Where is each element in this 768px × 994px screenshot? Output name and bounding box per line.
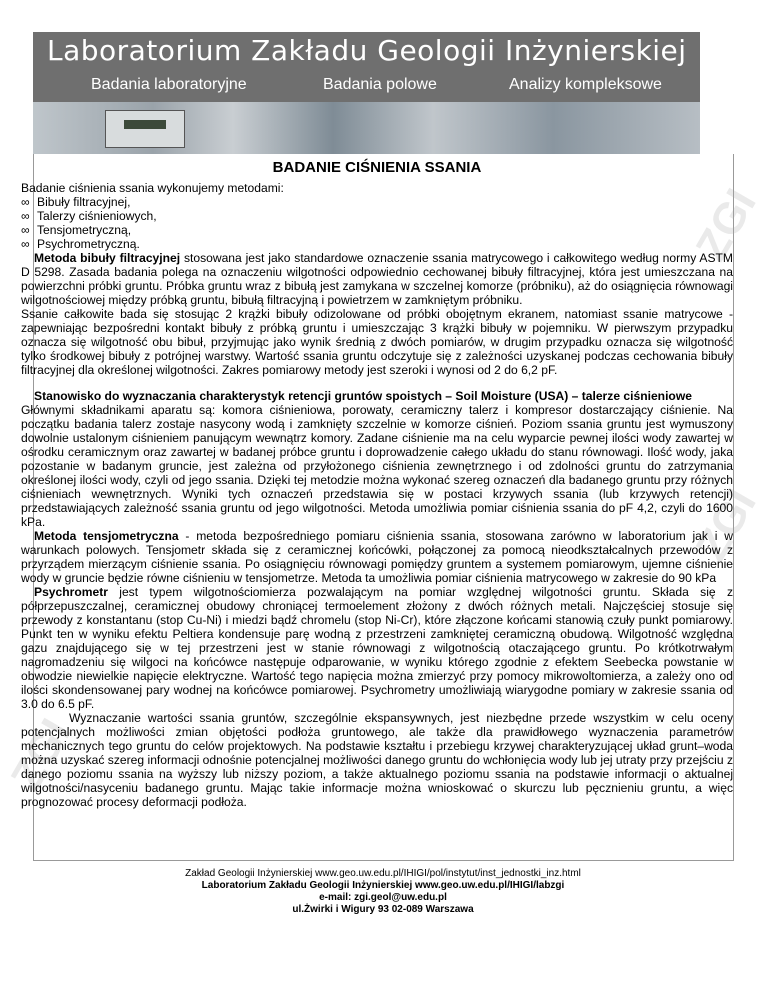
paragraph-summary: Wyznaczanie wartości ssania gruntów, szczególnie ekspansywnych, jest niezbędne przede wszystkim w celu oceny potencjalnych możliwości zmian objętości podłoża gruntowego, ale także dla prawidłowego wyznaczenia parametrów mechanicznych tego gruntu do celów projektowych. Na podstawie kształtu i przebiegu krzywej charakteryzującej układ grunt–woda można uzyskać szereg informacji odnośnie potencjalnej możliwości danego gruntu do wchłonięcia wody lub jej utraty przy przejściu z danego poziomu ssania na wyższy lub niższy poziom, a także aktualnego poziomu ssania na podstawie informacji o aktualnej wilgotności/nasyceniu badanego gruntu. Mając takie informacje można wnioskować o skurczu lub pęcznieniu gruntu, a więc prognozować procesy deformacji podłoża. xyxy=(21,711,733,809)
nav-item-lab-tests[interactable]: Badania laboratoryjne xyxy=(91,76,247,93)
paragraph-tensiometer: Metoda tensjometryczna - metoda bezpośredniego pomiaru ciśnienia ssania, stosowana zarówno w laboratorium jak i w warunkach polowych. Tensjometr składa się z ceramicznej końcówki, połączonej za pomocą nieodkształcalnych przewodów z przyrządem mierzącym ciśnienie ssania. Po osiągnięciu równowagi pomiędzy gruntem a systemem pomiarowym, ujemne ciśnienie wody w gruncie będzie równe ciśnieniu w tensjometrze. Metoda ta umożliwia pomiar ciśnienia matrycowego w zakresie do 90 kPa xyxy=(21,529,733,585)
infinity-bullet-icon: ∞ xyxy=(21,195,30,209)
watermark-right-mid: ZGI xyxy=(686,480,766,569)
page-title: BADANIE CIŚNIENIA SSANIA xyxy=(272,159,482,176)
watermark-left-bottom: ZGI xyxy=(1,710,81,799)
page-footer xyxy=(33,868,733,916)
paragraph-suction-total: Ssanie całkowite bada się stosując 2 krążki bibuły odizolowane od próbki obojętnym ekranem, natomiast ssanie matrycowe - zapewniając bezpośredni kontakt bibuły z próbką gruntu i umieszczając 3 krążki bibuły w pojemniku. W pierwszym przypadku oznacza się wilgotność obu bibuł, przyjmując jako wynik średnią z dwóch pomiarów, w drugim przypadku oznacza się wilgotność tylko środkowej bibuły z potrójnej warstwy. Wartość ssania gruntu odczytuje się z zależności uzyskanej podczas cechowania bibuły filtracyjnej dla określonej wilgotności. Zakres pomiarowy metody jest szeroki i wynosi od 2 do 6,2 pF. xyxy=(21,307,733,377)
methods-list xyxy=(21,195,733,251)
footer-lab-link[interactable]: Laboratorium Zakładu Geologii Inżynierskiej www.geo.uw.edu.pl/IHIGI/labzgi xyxy=(201,880,565,891)
article xyxy=(21,159,733,809)
nav-item-field-tests[interactable]: Badania polowe xyxy=(323,76,437,93)
list-item: ∞ Psychrometryczną. xyxy=(21,237,140,251)
list-item: ∞ Talerzy ciśnieniowych, xyxy=(21,209,157,223)
lab-device-image xyxy=(105,110,185,148)
section-heading-pressure-plates: Stanowisko do wyznaczania charakterystyk retencji gruntów spoistych – Soil Moisture (USA) – talerze ciśnieniowe xyxy=(34,389,692,403)
header-banner xyxy=(33,32,700,154)
infinity-bullet-icon: ∞ xyxy=(21,237,30,251)
paragraph-pressure-plates: Głównymi składnikami aparatu są: komora ciśnieniowa, porowaty, ceramiczny talerz i kompresor dostarczający ciśnienie. Na początku badania talerz zostaje nasycony wodą i zamknięty szczelnie w komorze ciśnień. Poziom ssania gruntu jest wymuszony dowolnie ustalonym ciśnieniem panującym wewnątrz komory. Zadane ciśnienie ma na celu wyparcie pewnej ilości wody zawartej w ośrodku ceramicznym oraz zawartej w badanej próbce gruntu i doprowadzenie całego układu do stanu równowagi. Ilość wody, jaka pozostanie w badanym gruncie, jest zależna od przyłożonego ciśnienia zewnętrznego i od zdolności gruntu do zatrzymania określonej ilości wody, czyli od jego ssania. Dzięki tej metodzie można wykonać szereg oznaczeń dla badanego gruntu przy różnych ciśnieniach wewnętrznych. Wyniki tych oznaczeń przedstawia się w postaci krzywych ssania (lub krzywych retencji) przedstawiających zależność ssania gruntu od jego wilgotności. Metoda umożliwia pomiar ciśnienia ssania do pF 4,2, czyli do 1600 kPa. xyxy=(21,403,733,529)
nav-item-complex-analyses[interactable]: Analizy kompleksowe xyxy=(509,76,662,93)
list-item: ∞ Bibuły filtracyjnej, xyxy=(21,195,131,209)
watermark-right-top: ZGI xyxy=(686,180,766,269)
paragraph-psychrometer: Psychrometr jest typem wilgotnościomierza pozwalającym na pomiar względnej wilgotności gruntu. Składa się z półprzepuszczalnej, ceramicznej obudowy chroniącej termoelement złożony z dwóch różnych metali. Najczęściej stosuje się przewody z konstantanu (stop Cu-Ni) i miedzi bądź chromelu (stop Ni-Cr), które złączone końcami stanowią czuły punkt pomiarowy. Punkt ten w wyniku efektu Peltiera kondensuje parę wodną z przestrzeni zamkniętej ceramiczną obudową. Wilgotność względna gazu znajdującego się w tej przestrzeni jest w stanie równowagi z wilgotnością otaczającego gruntu. Po krótkotrwałym nagromadzeniu się wilgoci na końcówce następuje odparowanie, w wyniku którego zgodnie z efektem Seebecka powstanie w obwodzie niewielkie napięcie elektryczne. Wartość tego napięcia można zmierzyć przy pomocy mikrowoltomierza, a zależy ono od ilości skondensowanej pary wodnej na końcówce pomiarowej. Psychrometry umożliwiają wiarygodne pomiary w zakresie ssania od 3.0 do 6.5 pF. xyxy=(21,585,733,711)
paragraph-filter-paper: Metoda bibuły filtracyjnej stosowana jest jako standardowe oznaczenie ssania matrycowego i całkowitego według normy ASTM D 5298. Zasada badania polega na oznaczeniu wilgotności odpowiednio cechowanej bibuły filtracyjnej, która jest umieszczana na powierzchni próbki gruntu. Próbka gruntu wraz z bibułą jest zamykana w szczelnej komorze (próbniku), aż do osiągnięcia równowagi wilgotnościowej między próbką gruntu, bibułą filtracyjną i powietrzem w zamkniętym próbniku. xyxy=(21,251,733,307)
list-item: ∞ Tensjometryczną, xyxy=(21,223,132,237)
intro-text: Badanie ciśnienia ssania wykonujemy metodami: xyxy=(21,181,284,195)
site-title: Laboratorium Zakładu Geologii Inżynierskiej xyxy=(47,34,687,67)
infinity-bullet-icon: ∞ xyxy=(21,209,30,223)
main-nav xyxy=(33,76,700,100)
footer-department-link[interactable]: Zakład Geologii Inżynierskiej www.geo.uw.edu.pl/IHIGI/pol/instytut/inst_jednostki_inz.html xyxy=(185,868,581,879)
footer-email[interactable]: e-mail: zgi.geol@uw.edu.pl xyxy=(319,892,447,903)
header-photo-strip xyxy=(33,102,700,154)
infinity-bullet-icon: ∞ xyxy=(21,223,30,237)
footer-address: ul.Żwirki i Wigury 93 02-089 Warszawa xyxy=(292,904,474,915)
